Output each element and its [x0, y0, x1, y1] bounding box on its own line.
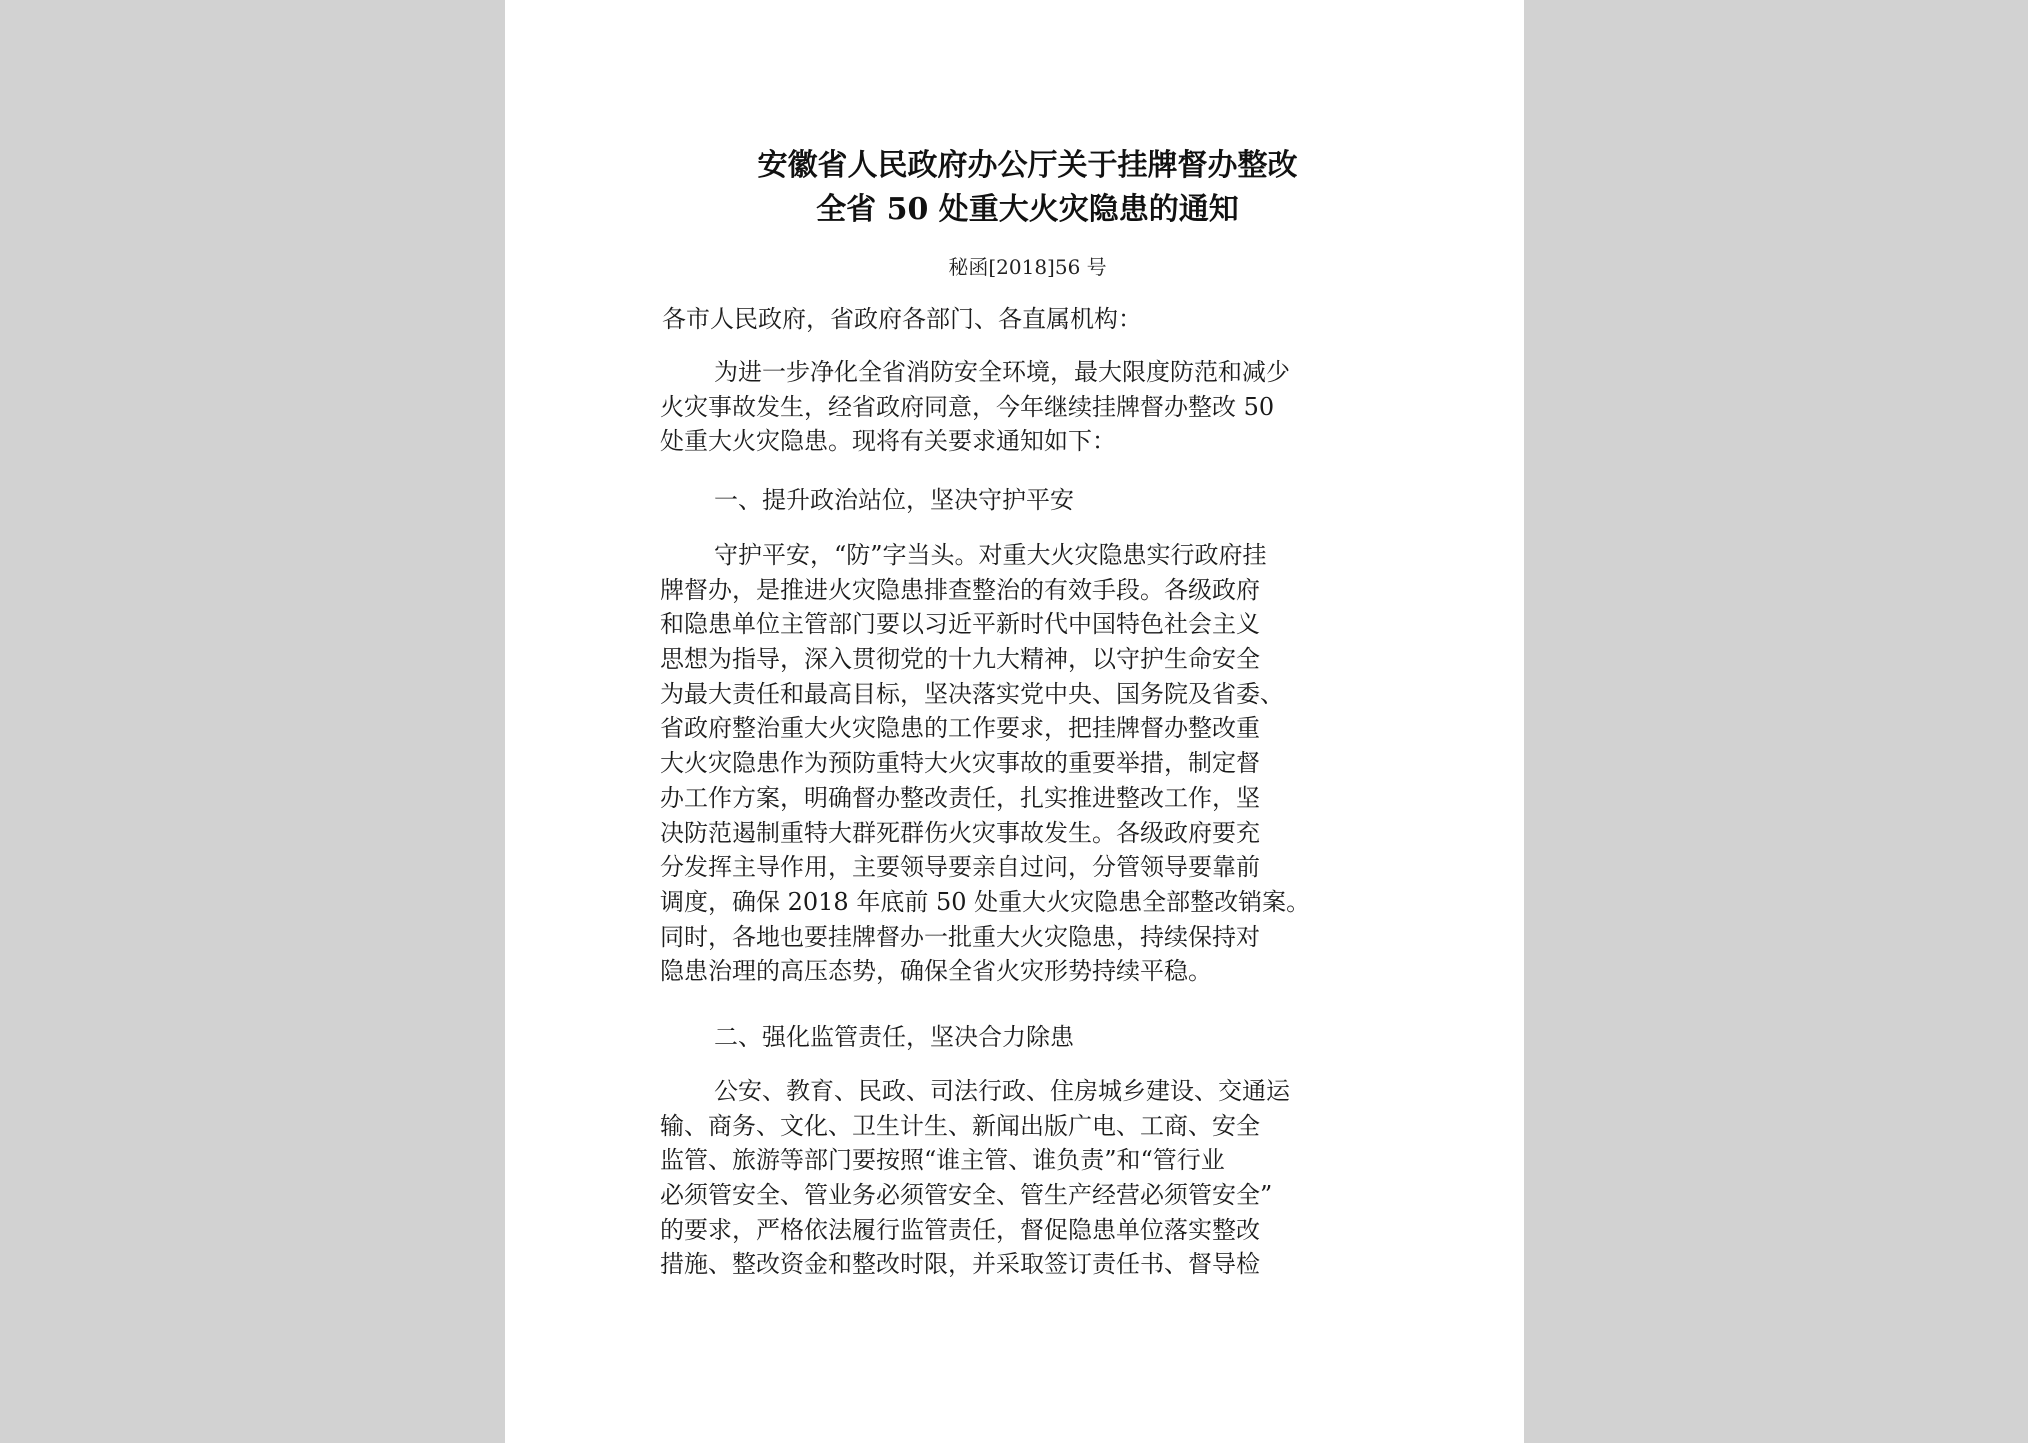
- paragraph-line: 必须管安全、管业务必须管安全、管生产经营必须管安全”: [660, 1181, 1273, 1210]
- paragraph-line: 决防范遏制重特大群死群伤火灾事故发生。各级政府要充: [660, 818, 1260, 847]
- paragraph-line: 办工作方案，明确督办整改责任，扎实推进整改工作，坚: [660, 783, 1260, 812]
- document-page: [505, 0, 1524, 1443]
- section-1-paragraph: [660, 538, 1395, 989]
- paragraph-line: 火灾事故发生，经省政府同意，今年继续挂牌督办整改 50: [660, 392, 1275, 421]
- paragraph-line: 守护平安，“防”字当头。对重大火灾隐患实行政府挂: [714, 541, 1267, 569]
- document-number: 秘函[2018]56 号: [948, 255, 1107, 279]
- paragraph-line: 隐患治理的高压态势，确保全省火灾形势持续平稳。: [660, 957, 1212, 986]
- paragraph-line: 调度，确保 2018 年底前 50 处重大火灾隐患全部整改销案。: [660, 887, 1311, 916]
- section-2-paragraph: [660, 1074, 1395, 1282]
- paragraph-line: 输、商务、文化、卫生计生、新闻出版广电、工商、安全: [660, 1111, 1260, 1140]
- paragraph-line: 和隐患单位主管部门要以习近平新时代中国特色社会主义: [660, 610, 1260, 639]
- document-title-line-2: 全省 50 处重大火灾隐患的通知: [816, 192, 1239, 227]
- paragraph-line: 处重大火灾隐患。现将有关要求通知如下：: [660, 427, 1116, 456]
- paragraph-line: 牌督办，是推进火灾隐患排查整治的有效手段。各级政府: [660, 575, 1260, 604]
- paragraph-line: 为进一步净化全省消防安全环境，最大限度防范和减少: [714, 358, 1290, 386]
- paragraph-line: 公安、教育、民政、司法行政、住房城乡建设、交通运: [714, 1077, 1290, 1105]
- intro-paragraph: [660, 355, 1395, 459]
- paragraph-line: 措施、整改资金和整改时限，并采取签订责任书、督导检: [660, 1250, 1260, 1279]
- paragraph-line: 省政府整治重大火灾隐患的工作要求，把挂牌督办整改重: [660, 714, 1260, 743]
- paragraph-line: 为最大责任和最高目标，坚决落实党中央、国务院及省委、: [660, 679, 1284, 708]
- section-heading-1: 一、提升政治站位，坚决守护平安: [714, 486, 1074, 514]
- paragraph-line: 分发挥主导作用，主要领导要亲自过问，分管领导要靠前: [660, 853, 1260, 882]
- section-heading-2: 二、强化监管责任，坚决合力除患: [714, 1023, 1074, 1051]
- document-title-line-1: 安徽省人民政府办公厅关于挂牌督办整改: [757, 148, 1298, 183]
- salutation: 各市人民政府，省政府各部门、各直属机构：: [662, 305, 1142, 333]
- paragraph-line: 的要求，严格依法履行监管责任，督促隐患单位落实整改: [660, 1215, 1260, 1244]
- paragraph-line: 同时，各地也要挂牌督办一批重大火灾隐患，持续保持对: [660, 922, 1260, 951]
- paragraph-line: 监管、旅游等部门要按照“谁主管、谁负责”和“管行业: [660, 1146, 1225, 1175]
- paragraph-line: 思想为指导，深入贯彻党的十九大精神，以守护生命安全: [660, 645, 1260, 674]
- paragraph-line: 大火灾隐患作为预防重特大火灾事故的重要举措，制定督: [660, 749, 1260, 778]
